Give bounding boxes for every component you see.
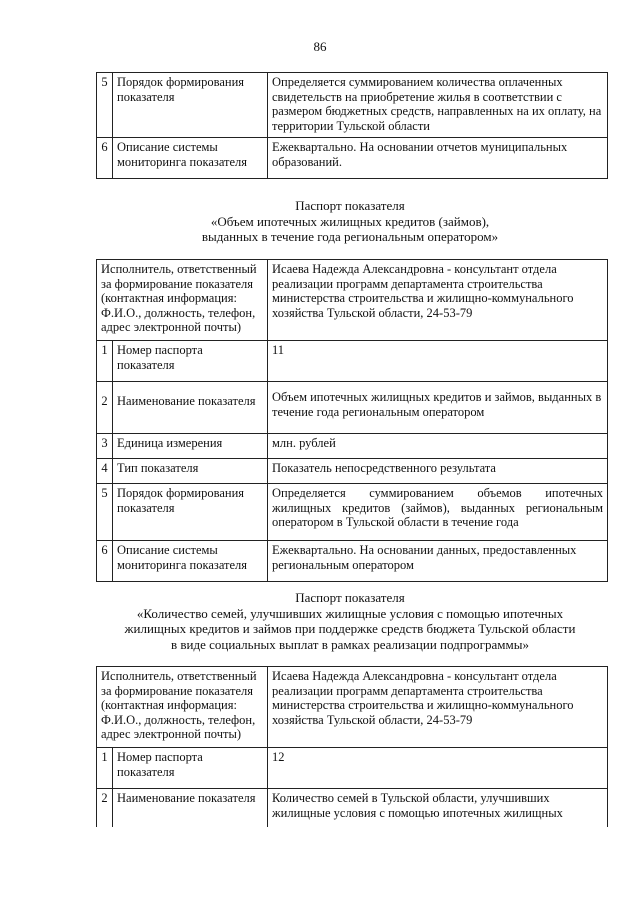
passport2-heading-line2: «Количество семей, улучшивших жилищные условия с помощью ипотечных <box>136 605 564 621</box>
row-label: Описание системы мониторинга показателя <box>113 541 268 582</box>
passport2-heading-line1: Паспорт показателя <box>295 590 405 605</box>
row-label: Наименование показателя <box>113 789 268 828</box>
row-value: Ежеквартально. На основании данных, предоставленных региональным оператором <box>268 541 608 582</box>
passport1-heading <box>90 198 610 245</box>
row-value: Показатель непосредственного результата <box>268 459 608 484</box>
table-row <box>97 138 608 179</box>
row-label: Тип показателя <box>113 459 268 484</box>
table-row <box>97 260 608 341</box>
row-value: 11 <box>268 341 608 382</box>
table-top <box>96 72 608 179</box>
row-label: Номер паспорта показателя <box>113 748 268 789</box>
table-row <box>97 541 608 582</box>
passport2-heading-line3: жилищных кредитов и займов при поддержке средств бюджета Тульской области <box>124 621 576 636</box>
passport2-heading <box>90 590 610 652</box>
row-label: Порядок формирования показателя <box>113 73 268 138</box>
row-number: 1 <box>97 748 113 789</box>
row-label: Номер паспорта показателя <box>113 341 268 382</box>
row-label: Единица измерения <box>113 434 268 459</box>
row-number: 2 <box>97 382 113 434</box>
executor-value: Исаева Надежда Александровна - консультант отдела реализации программ департамента строительства министерства строительства и жилищно-коммунального хозяйства Тульской области, 24-53-79 <box>268 667 608 748</box>
passport1-heading-line3: выданных в течение года региональным оператором» <box>201 229 499 244</box>
table-row <box>97 73 608 138</box>
passport1-table <box>96 259 608 582</box>
passport1-heading-line1: Паспорт показателя <box>295 198 405 213</box>
row-number: 3 <box>97 434 113 459</box>
row-value: Ежеквартально. На основании отчетов муниципальных образований. <box>268 138 608 179</box>
table-row <box>97 484 608 541</box>
passport2-table <box>96 666 608 827</box>
table-row <box>97 748 608 789</box>
row-value: Объем ипотечных жилищных кредитов и займов, выданных в течение года региональным оператором <box>268 382 608 434</box>
row-value: Количество семей в Тульской области, улучшивших жилищные условия с помощью ипотечных жилищных <box>268 789 608 828</box>
table-row <box>97 667 608 748</box>
row-number: 6 <box>97 541 113 582</box>
table-row <box>97 459 608 484</box>
table-row <box>97 341 608 382</box>
table-row <box>97 789 608 828</box>
page-number: 86 <box>313 39 327 54</box>
row-value: 12 <box>268 748 608 789</box>
row-number: 4 <box>97 459 113 484</box>
row-label: Наименование показателя <box>113 382 268 434</box>
row-number: 2 <box>97 789 113 828</box>
row-number: 6 <box>97 138 113 179</box>
table-row <box>97 434 608 459</box>
table-row <box>97 382 608 434</box>
row-number: 5 <box>97 73 113 138</box>
row-value: Определяется суммированием объемов ипотечных жилищных кредитов (займов), выданных региональным оператором в Тульской области в течение года <box>268 484 608 541</box>
executor-value: Исаева Надежда Александровна - консультант отдела реализации программ департамента строительства министерства строительства и жилищно-коммунального хозяйства Тульской области, 24-53-79 <box>268 260 608 341</box>
row-number: 5 <box>97 484 113 541</box>
row-number: 1 <box>97 341 113 382</box>
row-value: млн. рублей <box>268 434 608 459</box>
row-value: Определяется суммированием количества оплаченных свидетельств на приобретение жилья в соответствии с размером бюджетных средств, направленных на их оплату, на территории Тульской области <box>268 73 608 138</box>
executor-label: Исполнитель, ответственный за формирование показателя (контактная информация: Ф.И.О., должность, телефон, адрес электронной почты) <box>97 260 268 341</box>
passport2-heading-line4: в виде социальных выплат в рамках реализации подпрограммы» <box>171 636 529 652</box>
executor-label: Исполнитель, ответственный за формирование показателя (контактная информация: Ф.И.О., должность, телефон, адрес электронной почты) <box>97 667 268 748</box>
passport1-heading-line2: «Объем ипотечных жилищных кредитов (займов), <box>210 213 490 229</box>
row-label: Описание системы мониторинга показателя <box>113 138 268 179</box>
row-label: Порядок формирования показателя <box>113 484 268 541</box>
